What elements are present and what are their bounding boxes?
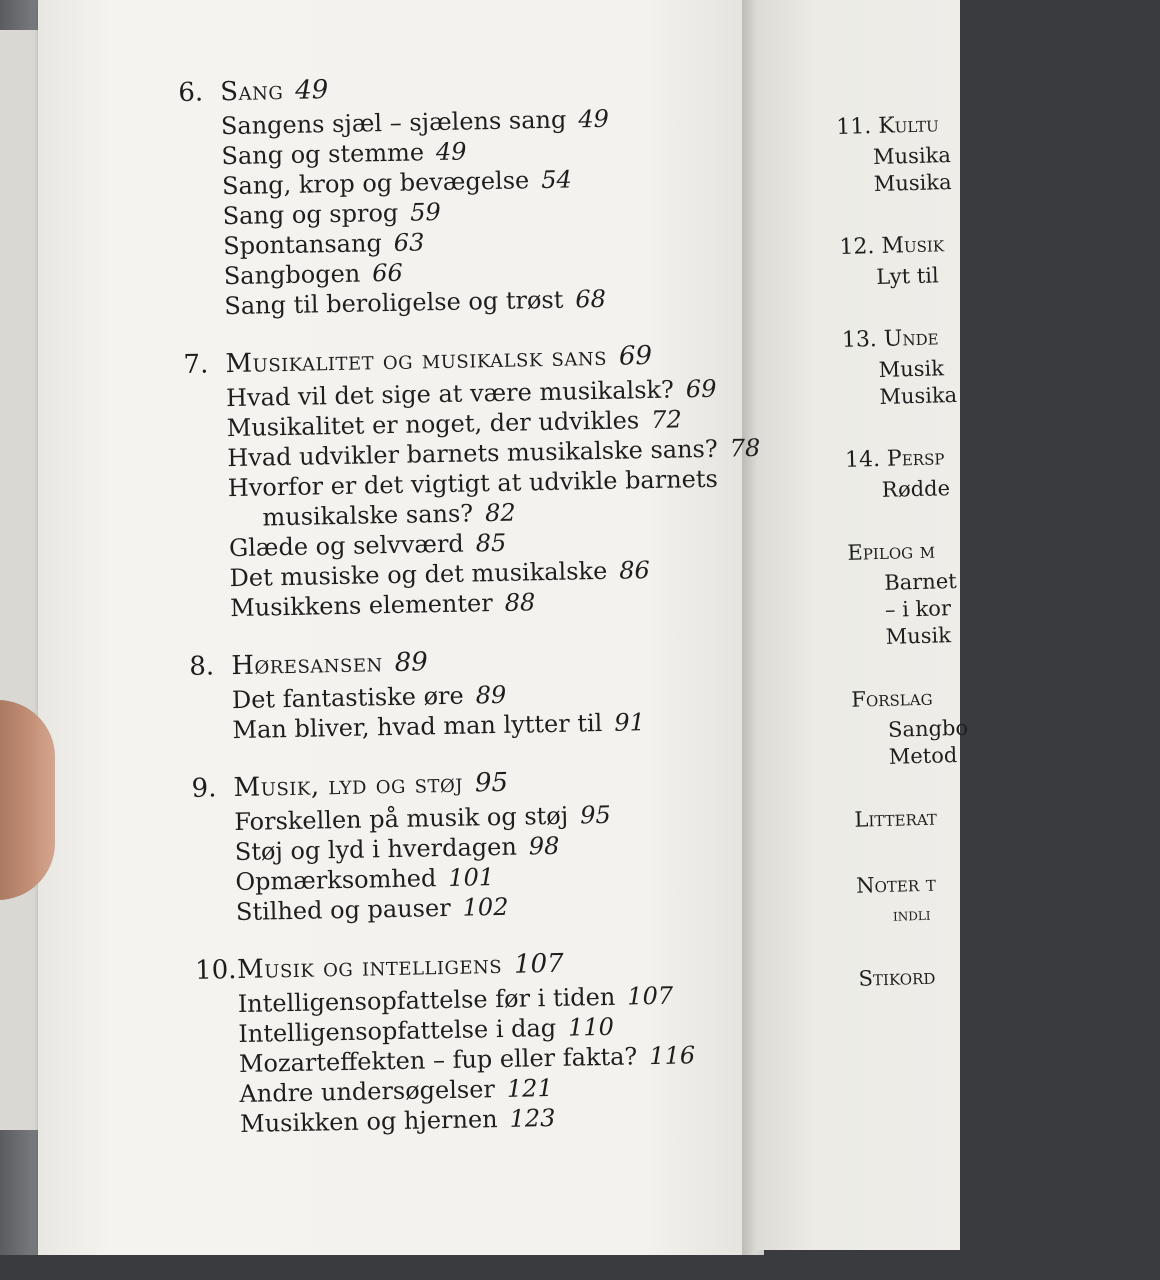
chapter-number: 9. xyxy=(191,773,217,804)
toc-chapter xyxy=(183,339,761,624)
chapter-title: Musik, lyd og støj xyxy=(233,768,464,804)
toc-section xyxy=(858,959,1159,997)
page-number: 123 xyxy=(509,1103,556,1133)
toc-entry-title: Intelligensopfattelse før i tiden xyxy=(237,982,616,1019)
page-number: 116 xyxy=(649,1041,696,1071)
page-number: 66 xyxy=(371,258,404,288)
page-number: 82 xyxy=(484,498,516,528)
toc-entry-title: Musikken og hjernen xyxy=(239,1105,498,1138)
toc-entry-title: Sang og sprog xyxy=(222,198,399,231)
page-number: 107 xyxy=(513,948,564,980)
table-of-contents xyxy=(178,67,759,1168)
chapter-number: 7. xyxy=(183,349,209,380)
toc-section-heading: Forslag xyxy=(850,685,933,712)
page-number: 54 xyxy=(540,165,573,195)
toc-section-heading: Noter t xyxy=(855,871,937,898)
toc-entry: Musik xyxy=(878,356,945,382)
page-number: 85 xyxy=(475,528,507,558)
chapter-title: Musik og intelligens xyxy=(236,949,503,986)
toc-chapter xyxy=(195,945,758,1140)
toc-entry-title: Andre undersøgelser xyxy=(239,1075,496,1109)
chapter-title: Sang xyxy=(219,75,284,108)
page-number: 72 xyxy=(650,405,682,434)
page-number: 63 xyxy=(393,228,425,257)
toc-chapter-heading: 11. Kultu xyxy=(836,112,940,140)
toc-entry-title: Opmærksomhed xyxy=(235,864,437,897)
chapter-title: Musikalitet og musikalsk sans xyxy=(225,341,608,380)
toc-entry-title: Mozarteffekten – fup eller fakta? xyxy=(238,1042,638,1079)
page-number: 121 xyxy=(506,1073,553,1103)
toc-chapter-heading: 14. Persp xyxy=(844,445,945,473)
toc-entry-title: Spontansang xyxy=(222,229,383,261)
right-table-of-contents xyxy=(836,107,1160,1033)
page-number: 49 xyxy=(294,75,329,106)
page-number: 49 xyxy=(578,104,610,134)
toc-entry-title: Sang og stemme xyxy=(221,138,425,171)
toc-chapter xyxy=(845,440,1146,505)
toc-entry-title: Glæde og selvværd xyxy=(228,529,465,563)
page-number: 68 xyxy=(575,284,607,314)
toc-chapter xyxy=(839,227,1140,292)
page-number: 101 xyxy=(448,863,495,892)
toc-entry-title: Det musiske og det musikalske xyxy=(229,556,608,593)
toc-section xyxy=(854,800,1155,838)
toc-entries xyxy=(225,373,761,623)
toc-entry-title: Sangbogen xyxy=(223,259,361,291)
page-number: 59 xyxy=(409,197,442,227)
toc-entry-title: Hvorfor er det vigtigt at udvikle barnets xyxy=(227,464,719,503)
toc-entry-title: Hvad udvikler barnets musikalske sans? xyxy=(227,434,718,473)
toc-chapter xyxy=(178,67,743,322)
toc-section xyxy=(847,533,1150,652)
page-number: 95 xyxy=(474,767,509,799)
toc-entries xyxy=(234,797,754,927)
toc-entry-title: Intelligensopfattelse i dag xyxy=(238,1013,557,1049)
toc-entry: Sangbo xyxy=(887,715,969,742)
page-number: 91 xyxy=(614,708,646,737)
toc-entry xyxy=(228,463,747,533)
page-number: 49 xyxy=(435,137,467,167)
toc-entry: Musik xyxy=(885,623,952,649)
toc-section-heading: Stikord xyxy=(858,964,936,991)
toc-chapter-heading: 12. Musik xyxy=(839,232,945,260)
toc-chapter-heading: 13. Unde xyxy=(841,325,939,353)
page-number: 89 xyxy=(394,647,429,678)
page-number: 69 xyxy=(685,374,717,404)
page-number: 88 xyxy=(504,588,536,617)
background-bottom xyxy=(0,1255,960,1280)
toc-section-heading: Litterat xyxy=(854,805,938,832)
chapter-title: Høresansen xyxy=(231,648,383,682)
toc-entry-title: Stilhed og pauser xyxy=(235,893,451,927)
toc-entry: Lyt til xyxy=(875,263,939,289)
toc-entries xyxy=(238,979,759,1139)
toc-entry: – i kor xyxy=(884,596,952,622)
toc-entry: Metod xyxy=(888,743,958,769)
toc-chapter xyxy=(836,107,1138,199)
toc-chapter xyxy=(842,320,1144,412)
toc-section-heading: Epilog m xyxy=(847,538,936,565)
right-book-page xyxy=(756,0,969,1250)
toc-entry: Barnet xyxy=(883,569,957,595)
page-number: 107 xyxy=(627,981,674,1011)
toc-entry: indli xyxy=(892,904,931,926)
chapter-number: 8. xyxy=(189,651,215,682)
toc-entry-title: Sangens sjæl – sjælens sang xyxy=(220,105,567,141)
toc-entry-title: Forskellen på musik og støj xyxy=(234,801,569,837)
page-number: 78 xyxy=(729,433,761,463)
toc-entry-title: Musikalitet er noget, der udvikles xyxy=(226,406,640,443)
toc-entry: Musika xyxy=(872,143,952,170)
toc-entry-title: Sang til beroligelse og trøst xyxy=(224,285,564,321)
toc-entry: Musika xyxy=(879,382,958,409)
page-number: 98 xyxy=(528,831,560,861)
toc-entry-title: Sang, krop og bevægelse xyxy=(221,166,530,201)
thumb xyxy=(0,700,55,900)
toc-entry-title: Man bliver, hvad man lytter til xyxy=(232,708,603,745)
toc-entries xyxy=(232,675,751,745)
page-number: 69 xyxy=(618,340,653,372)
toc-entry-title: Støj og lyd i hverdagen xyxy=(234,832,518,867)
page-number: 86 xyxy=(618,556,651,585)
toc-entry-title: Det fantastiske øre xyxy=(231,681,464,715)
page-number: 89 xyxy=(475,680,507,710)
toc-chapter xyxy=(191,763,754,928)
chapter-number: 10. xyxy=(194,955,237,986)
toc-entry-title: Musikkens elementer xyxy=(229,589,493,623)
toc-chapter xyxy=(189,641,751,746)
toc-entry-title: Hvad vil det sige at være musikalsk? xyxy=(225,375,675,413)
page-number: 110 xyxy=(567,1012,615,1042)
toc-section xyxy=(851,680,1153,772)
chapter-number: 6. xyxy=(178,77,204,108)
page-number: 102 xyxy=(462,892,509,922)
toc-entry: Rødde xyxy=(881,476,951,502)
page-number: 95 xyxy=(579,800,611,830)
toc-entry: Musika xyxy=(873,170,952,197)
toc-entries xyxy=(221,101,743,321)
toc-entry-title-continued: musikalske sans? xyxy=(262,499,474,532)
toc-section xyxy=(856,866,1157,931)
